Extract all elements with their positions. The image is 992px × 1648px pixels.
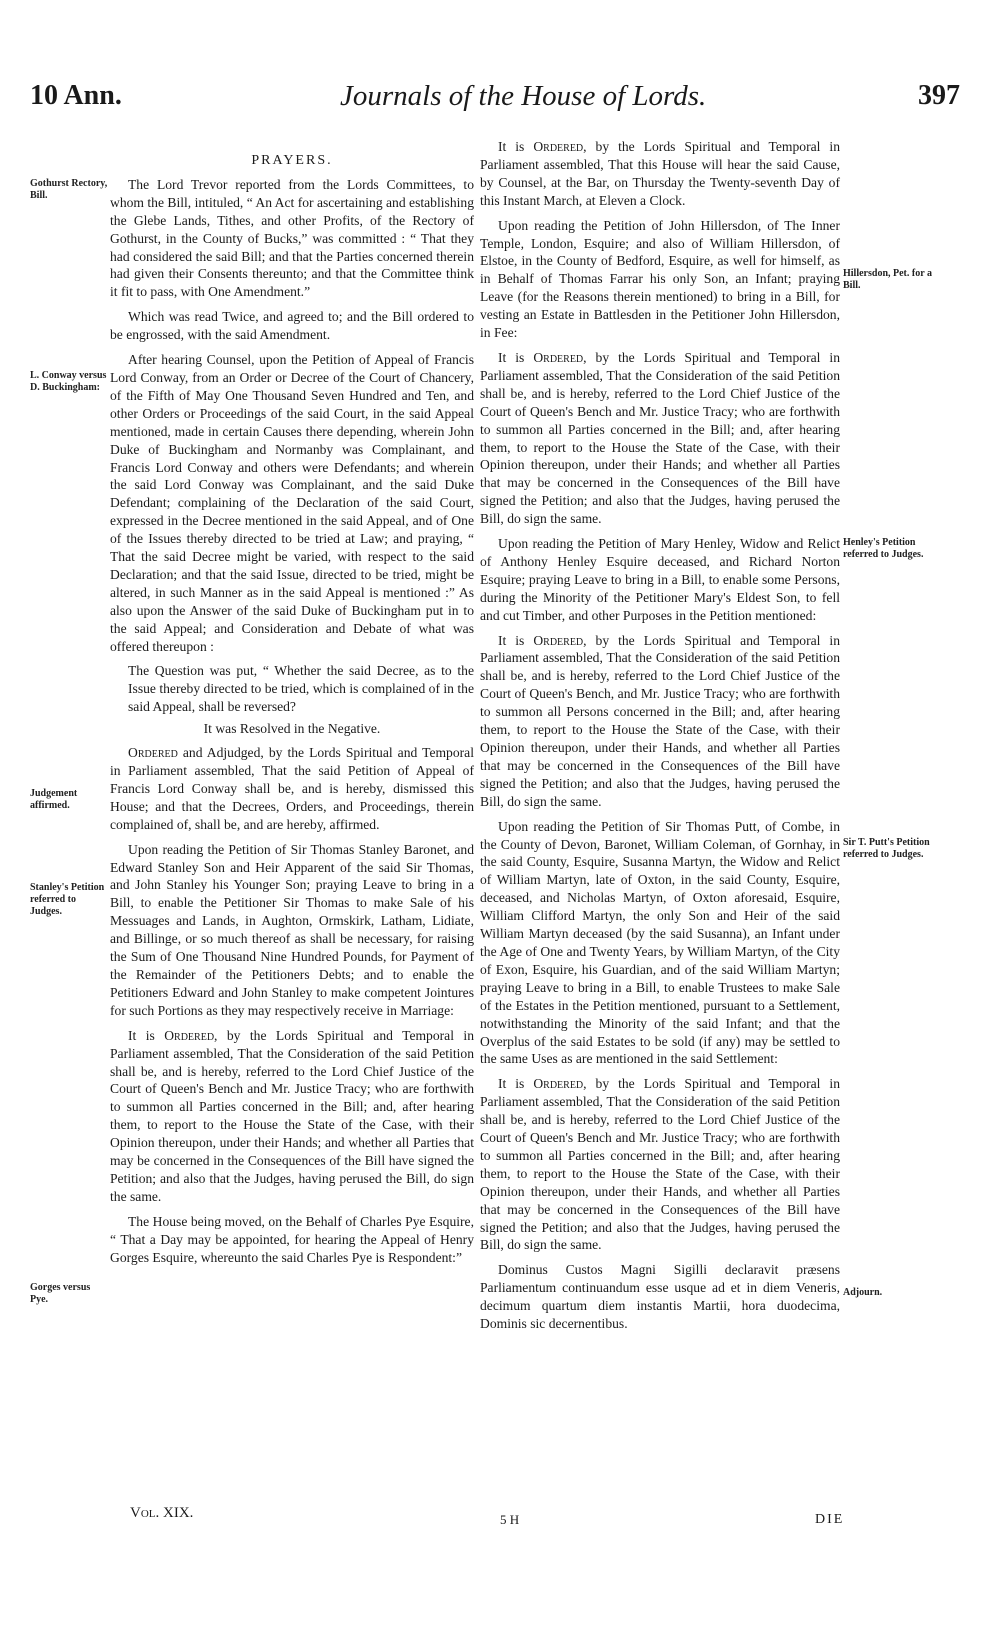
paragraph: It is Ordered, by the Lords Spiritual and Temporal in Parliament assembled, That the Consideration of the said Petition shall be, and is hereby, referred to the Lord Chief Justice of the Court of Queen's Bench and Mr. Justice Tracy; who are forthwith to summon all Parties concerned in the Bill; and, after hearing them, to report to the House the State of the Case, with their Opinion thereupon, under their Hands, and whether all Parties that may be concerned in the Consequences of the Bill have signed the Petition; and also that the Judges, having perused the Bill, do sign the same. xyxy=(480,1076,840,1253)
paragraph: The House being moved, on the Behalf of Charles Pye Esquire, “ That a Day may be appointed, for hearing the Appeal of Henry Gorges Esquire, whereunto the said Charles Pye is Respondent:” xyxy=(110,1213,474,1265)
paragraph: The Lord Trevor reported from the Lords Committees, to whom the Bill, intituled, “ An Act for ascertaining and establishing the Glebe Lands, Tithes, and other Profits, of the Rectory of Gothurst, in the County of Bucks,” was committed : “ That they had considered the said Bill; and that the Parties concerned therein had given their Consents thereunto; and that the Committee think it fit to pass, with One Amendment.” xyxy=(110,176,474,300)
ordered-word: Ordered xyxy=(533,349,584,365)
margin-note-henley: Henley's Petition referred to Judges. xyxy=(843,537,924,560)
margin-note-hillersdon: Hillersdon, Pet. for a Bill. xyxy=(843,268,932,291)
paragraph: It is Ordered, by the Lords Spiritual and Temporal in Parliament assembled, That the Consideration of the said Petition shall be, and is hereby, referred to the Lord Chief Justice of the Court of Queen's Bench and Mr. Justice Tracy; who are forthwith to summon all Parties concerned in the Bill; and, after hearing them, to report to the House the State of the Case, with their Opinion thereupon, under their Hands; and whether all Parties that may be concerned in the Consequences of the Bill have signed the Petition; and also that the Judges, having perused the Bill, do sign the same. xyxy=(110,1027,474,1204)
paragraph: Upon reading the Petition of Sir Thomas Stanley Baronet, and Edward Stanley Son and Heir Apparent of the said Sir Thomas, and John Stanley his Younger Son; praying Leave to bring in a Bill, to enable the Petitioner Sir Thomas to make Sale of his Messuages and Lands, in Aughton, Ormskirk, Latham, Lidiate, and Billinge, or so much thereof as shall be necessary, for raising the Sum of One Thousand Nine Hundred Pounds, for Payment of the Remainder of the Petitioners Debts; and to enable the Petitioners Edward and John Stanley to make competent Jointures for such Portions as they may respectively receive in Marriage: xyxy=(110,841,474,1018)
paragraph-latin: Dominus Custos Magni Sigilli declaravit præsens Parliamentum continuandum esse usque ad et in diem Veneris, decimum quartum diem instantis Martii, hora duodecima, Dominis sic decernentibus. xyxy=(480,1262,840,1332)
signature-mark: 5 H xyxy=(500,1512,520,1527)
paragraph: Upon reading the Petition of John Hillersdon, of The Inner Temple, London, Esquire; and also of William Hillersdon, of Elstoe, in the County of Bedford, Esquire, as well for himself, as in Behalf of Thomas Farrar his only Son, an Infant; praying Leave (for the Reasons therein mentioned) to bring in a Bill, for vesting an Estate in Battlesden in the Petitioner John Hillersdon, in Fee: xyxy=(480,217,840,341)
paragraph: Upon reading the Petition of Mary Henley, Widow and Relict of Anthony Henley Esquire deceased, and Richard Norton Esquire; praying Leave to bring in a Bill, to enable some Persons, during the Minority of the Petitioner Mary's Eldest Son, to fell and cut Timber, and other Purposes in the Petition mentioned: xyxy=(480,536,840,623)
margin-note-adjourn: Adjourn. xyxy=(843,1287,883,1298)
paragraph: After hearing Counsel, upon the Petition of Appeal of Francis Lord Conway, from an Order or Decree of the Court of Chancery, of the Fifth of May One Thousand Seven Hundred and Ten, and other Orders or Proceedings of the said Court, in the said Appeal mentioned, made in certain Causes there depending, wherein John Duke of Buckingham and Normanby was Complainant, and Francis Lord Conway and others were Defendants; and wherein the said Lord Conway was Complainant, and the said Duke Defendant; complaining of the Declaration of the said Court, expressed in the Decree mentioned in the said Appeal, and of One of the Issues thereby directed to be tried at Law; and praying, “ That the said Decree might be varied, with respect to the said Declaration; and that the said Issue, directed to be tried, might be altered, in such Manner as in the said Appeal is mentioned :” As also upon the Answer of the said Duke of Buckingham put in to the said Appeal; and Consideration and Debate of what was offered thereupon : xyxy=(110,352,474,654)
page-header xyxy=(30,80,960,130)
paragraph: Ordered and Adjudged, by the Lords Spiritual and Temporal in Parliament assembled, That the said Petition of Appeal of Francis Lord Conway shall be, and is hereby, dismissed this House; and that the Decrees, Orders, and Proceedings, therein complained of, shall be, and are hereby, affirmed. xyxy=(110,745,474,832)
ordered-word: Ordered xyxy=(128,745,178,761)
left-column xyxy=(110,152,474,1273)
margin-note-judgement: Judgement affirmed. xyxy=(30,788,78,811)
paragraph: It is Ordered, by the Lords Spiritual and Temporal in Parliament assembled, That the Consideration of the said Petition shall be, and is hereby, referred to the Lord Chief Justice of the Court of Queen's Bench and Mr. Justice Tracy; who are forthwith to summon all Parties concerned in the Bill; and, after hearing them, to report to the House the State of the Case, with their Opinion thereupon, under their Hands; and whether all Parties that may be concerned in the Consequences of the Bill have signed the Petition; and also that the Judges, having perused the Bill, do sign the same. xyxy=(480,349,840,527)
margin-note-putt: Sir T. Putt's Petition referred to Judges. xyxy=(843,837,930,860)
paragraph: It is Ordered, by the Lords Spiritual and Temporal in Parliament assembled, That the Consideration of the said Petition shall be, and is hereby, referred to the Lord Chief Justice of the Court of Queen's Bench, and Mr. Justice Tracy; who are forthwith to summon all Persons concerned in the Bill; and, after hearing them, to report to the House the State of the Case, with their Opinion thereupon, under their Hands, and whether all Parties that may be concerned in the Consequences of the Bill have signed the Petition; and also that the Judges, having perused the Bill, do sign the same. xyxy=(480,632,840,809)
ordered-word: Ordered xyxy=(533,632,584,648)
catchword: DIE xyxy=(815,1512,845,1527)
margin-note-stanley: Stanley's Petition referred to Judges. xyxy=(30,882,105,917)
margin-note-gothurst: Gothurst Rectory, Bill. xyxy=(30,178,108,201)
volume-number: Vol. XIX. xyxy=(130,1505,194,1521)
regnal-year: 10 Ann. xyxy=(30,80,122,111)
paragraph: It is Ordered, by the Lords Spiritual and Temporal in Parliament assembled, That this House will hear the said Cause, by Counsel, at the Bar, on Thursday the Twenty-seventh Day of this Instant March, at Eleven a Clock. xyxy=(480,139,840,208)
right-column xyxy=(480,138,840,1340)
section-heading-prayers: PRAYERS. xyxy=(251,153,333,168)
ordered-word: Ordered xyxy=(164,1027,215,1043)
ordered-word: Ordered xyxy=(533,139,584,154)
paragraph: Upon reading the Petition of Sir Thomas Putt, of Combe, in the County of Devon, Baronet, William Coleman, of Gornhay, in the said County, Esquire, Susanna Martyn, the Widow and Relict of William Martyn, late of Oxton, in the said County, Esquire, deceased, and Nicholas Martyn, of Oxton aforesaid, Esquire, William Clifford Martyn, the only Son and Heir of the said William Martyn deceased (by the said Susanna), an Infant under the Age of One and Twenty Years, by William Martyn, of the City of Exon, Esquire, his Guardian, and of the said William Martyn; praying Leave to bring in a Bill, to enable Trustees to make Sale of the Estates in the Petition mentioned, pursuant to a Settlement, notwithstanding the Minority of the said Infant; and that the Overplus of the said Estates to be sold (if any) may be settled to the same Uses as are mentioned in the said Settlement: xyxy=(480,818,840,1067)
page-number: 397 xyxy=(918,80,960,111)
margin-note-conway: L. Conway versus D. Buckingham: xyxy=(30,370,107,393)
resolution: It was Resolved in the Negative. xyxy=(203,721,381,737)
ordered-word: Ordered xyxy=(533,1076,584,1092)
margin-note-gorges: Gorges versus Pye. xyxy=(30,1282,91,1305)
paragraph: Which was read Twice, and agreed to; and the Bill ordered to be engrossed, with the said Amendment. xyxy=(110,309,474,343)
question-put: The Question was put, “ Whether the said Decree, as to the Issue thereby directed to be tried, which is complained of in the said Appeal, shall be reversed? xyxy=(128,663,474,715)
running-title: Journals of the House of Lords. xyxy=(340,80,707,112)
